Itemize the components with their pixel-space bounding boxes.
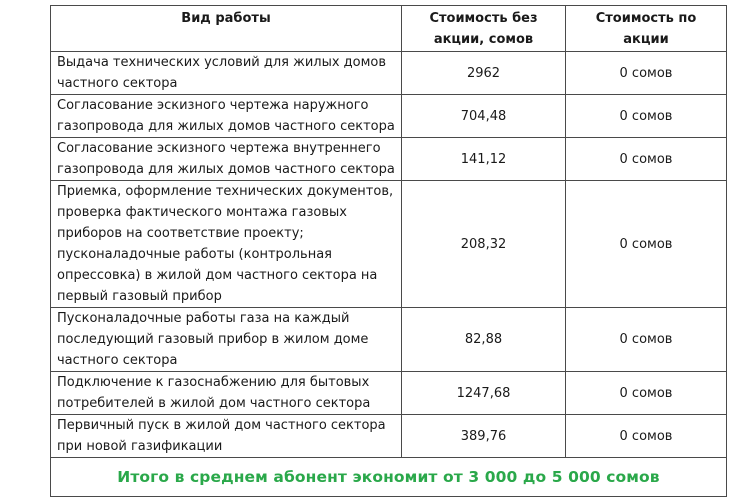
work-description: Выдача технических условий для жилых домов частного сектора — [51, 52, 402, 95]
summary-row — [51, 458, 727, 497]
table-row — [51, 415, 727, 458]
work-description: Пусконаладочные работы газа на каждый последующий газовый прибор в жилом доме частного сектора — [51, 308, 402, 372]
work-description: Приемка, оформление технических документов, проверка фактического монтажа газовых приборов на соответствие проекту; пусконаладочные работы (контрольная опрессовка) в жилой дом частного сектора на первый газовый прибор — [51, 181, 402, 308]
price-no-promo: 208,32 — [402, 181, 566, 308]
header-row — [51, 6, 727, 52]
work-description: Подключение к газоснабжению для бытовых потребителей в жилой дом частного сектора — [51, 372, 402, 415]
price-promo: 0 сомов — [566, 308, 727, 372]
price-promo: 0 сомов — [566, 415, 727, 458]
price-promo: 0 сомов — [566, 95, 727, 138]
price-no-promo: 2962 — [402, 52, 566, 95]
table-row — [51, 308, 727, 372]
table-row — [51, 138, 727, 181]
price-promo: 0 сомов — [566, 372, 727, 415]
work-description: Согласование эскизного чертежа наружного газопровода для жилых домов частного сектора — [51, 95, 402, 138]
header-price-promo: Стоимость по акции — [566, 6, 727, 52]
price-table — [50, 5, 727, 497]
savings-summary: Итого в среднем абонент экономит от 3 000 до 5 000 сомов — [51, 458, 727, 497]
table-row — [51, 181, 727, 308]
header-work-type: Вид работы — [51, 6, 402, 52]
price-promo: 0 сомов — [566, 52, 727, 95]
price-promo: 0 сомов — [566, 181, 727, 308]
table-row — [51, 52, 727, 95]
price-no-promo: 82,88 — [402, 308, 566, 372]
price-no-promo: 389,76 — [402, 415, 566, 458]
price-no-promo: 704,48 — [402, 95, 566, 138]
table-row — [51, 95, 727, 138]
table-row — [51, 372, 727, 415]
header-price-no-promo: Стоимость без акции, сомов — [402, 6, 566, 52]
price-promo: 0 сомов — [566, 138, 727, 181]
price-no-promo: 141,12 — [402, 138, 566, 181]
work-description: Первичный пуск в жилой дом частного сектора при новой газификации — [51, 415, 402, 458]
price-no-promo: 1247,68 — [402, 372, 566, 415]
work-description: Согласование эскизного чертежа внутреннего газопровода для жилых домов частного сектора — [51, 138, 402, 181]
